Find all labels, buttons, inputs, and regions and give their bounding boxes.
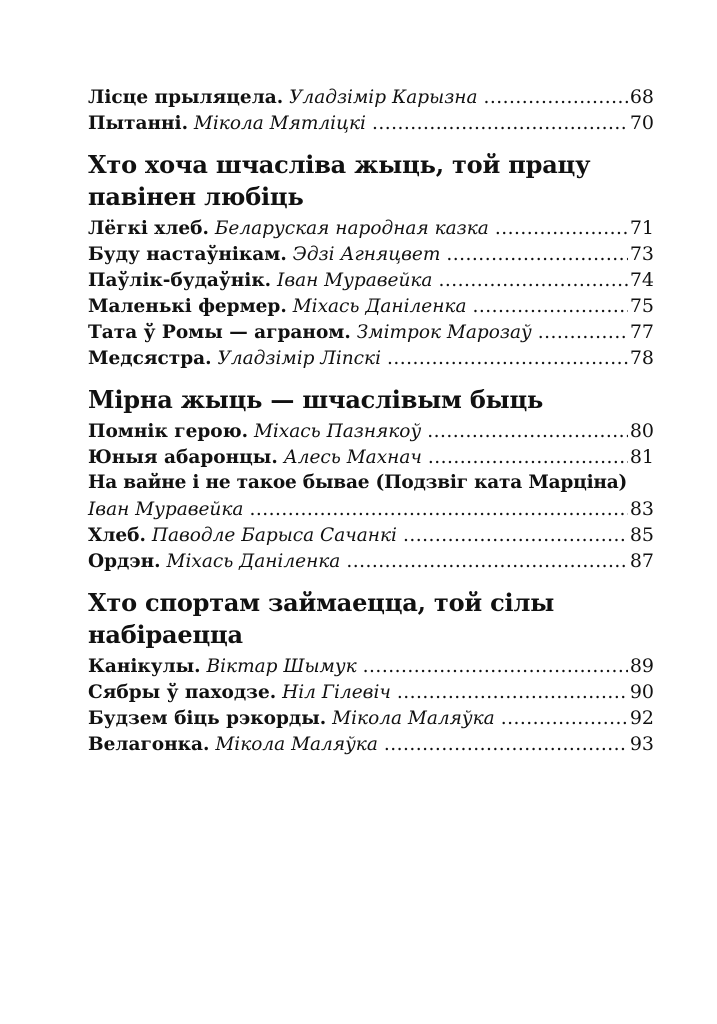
entry-author: Віктар Шымук	[206, 656, 357, 677]
entry-page-number: 83	[629, 498, 654, 520]
leader-dots	[428, 445, 628, 471]
toc-entry[interactable]	[88, 731, 654, 757]
entry-title: Медсястра.	[88, 348, 212, 369]
entry-title: Сябры ў паходзе.	[88, 682, 277, 703]
table-of-contents	[88, 84, 654, 757]
entry-title: На вайне і не такое бывае (Подзвіг ката Марціна)	[88, 472, 628, 493]
entry-title: Канікулы.	[88, 656, 201, 677]
leader-dots	[397, 680, 628, 706]
entry-author: Змітрок Марозаў	[356, 322, 532, 343]
entry-page-number: 89	[629, 655, 654, 677]
entry-author: Міхась Даніленка	[292, 296, 467, 317]
entry-title: Лёгкі хлеб.	[88, 218, 209, 239]
toc-entry-author-line[interactable]	[88, 496, 654, 522]
entry-page-number: 81	[629, 446, 654, 468]
entry-title: Велагонка.	[88, 734, 210, 755]
entry-page-number: 90	[629, 681, 654, 703]
entry-title: Маленькі фермер.	[88, 296, 287, 317]
leader-dots	[538, 320, 628, 346]
entry-author: Мікола Маляўка	[332, 708, 495, 729]
section-heading-line: Мірна жыць — шчаслівым быць	[88, 385, 544, 414]
entry-page-number: 93	[629, 733, 654, 755]
entry-author: Паводле Барыса Сачанкі	[151, 525, 397, 546]
toc-entry[interactable]	[88, 653, 654, 679]
leader-dots	[384, 732, 628, 758]
entry-author: Мікола Маляўка	[215, 734, 378, 755]
section-heading-line: набіраецца	[88, 620, 243, 649]
leader-dots	[495, 216, 628, 242]
leader-dots	[427, 419, 628, 445]
toc-entry[interactable]	[88, 293, 654, 319]
entry-author: Міхась Даніленка	[166, 551, 341, 572]
leader-dots	[446, 242, 627, 268]
section-heading-line: павінен любіць	[88, 182, 304, 211]
entry-title: Хлеб.	[88, 525, 146, 546]
leader-dots	[501, 706, 628, 732]
toc-entry[interactable]	[88, 241, 654, 267]
entry-title: Паўлік-будаўнік.	[88, 270, 272, 291]
toc-entry[interactable]	[88, 84, 654, 110]
entry-page-number: 71	[629, 217, 654, 239]
entry-title: Будзем біць рэкорды.	[88, 708, 327, 729]
toc-entry[interactable]	[88, 705, 654, 731]
entry-author: Беларуская народная казка	[214, 218, 489, 239]
entry-page-number: 92	[629, 707, 654, 729]
entry-page-number: 78	[629, 347, 654, 369]
entry-title: Ордэн.	[88, 551, 161, 572]
entry-author: Уладзімір Ліпскі	[217, 348, 381, 369]
toc-entry[interactable]	[88, 679, 654, 705]
entry-page-number: 85	[629, 524, 654, 546]
entry-page-number: 74	[629, 269, 654, 291]
leader-dots	[372, 111, 628, 137]
leader-dots	[403, 523, 628, 549]
toc-entry[interactable]	[88, 215, 654, 241]
entry-page-number: 73	[629, 243, 654, 265]
entry-author: Ніл Гілевіч	[282, 682, 391, 703]
entry-title: Тата ў Ромы — аграном.	[88, 322, 351, 343]
leader-dots	[249, 497, 627, 523]
entry-title: Юныя абаронцы.	[88, 447, 278, 468]
entry-title: Лісце прыляцела.	[88, 87, 284, 108]
entry-author: Міхась Пазнякоў	[253, 421, 422, 442]
section-heading	[88, 587, 654, 651]
section-heading	[88, 149, 654, 213]
entry-author: Іван Муравейка	[88, 499, 244, 520]
entry-page-number: 80	[629, 420, 654, 442]
leader-dots	[438, 268, 627, 294]
leader-dots	[387, 346, 628, 372]
entry-page-number: 77	[629, 321, 654, 343]
entry-author: Уладзімір Карызна	[289, 87, 478, 108]
entry-author: Іван Муравейка	[277, 270, 433, 291]
entry-author: Алесь Махнач	[283, 447, 422, 468]
leader-dots	[346, 549, 627, 575]
toc-entry[interactable]	[88, 345, 654, 371]
entry-author: Мікола Мятліцкі	[193, 113, 366, 134]
entry-title: Пытанні.	[88, 113, 189, 134]
section-heading-line: Хто хоча шчасліва жыць, той працу	[88, 150, 591, 179]
entry-page-number: 87	[629, 550, 654, 572]
section-heading	[88, 384, 654, 416]
toc-entry[interactable]	[88, 548, 654, 574]
leader-dots	[473, 294, 628, 320]
entry-page-number: 68	[629, 86, 654, 108]
entry-title: Помнік герою.	[88, 421, 249, 442]
leader-dots	[363, 654, 628, 680]
entry-page-number: 70	[629, 112, 654, 134]
toc-entry[interactable]	[88, 267, 654, 293]
entry-title: Буду настаўнікам.	[88, 244, 287, 265]
toc-entry-title-line[interactable]	[88, 470, 654, 496]
toc-entry[interactable]	[88, 444, 654, 470]
toc-entry[interactable]	[88, 522, 654, 548]
entry-author: Эдзі Агняцвет	[292, 244, 441, 265]
entry-page-number: 75	[629, 295, 654, 317]
leader-dots	[484, 85, 628, 111]
toc-entry[interactable]	[88, 418, 654, 444]
toc-entry[interactable]	[88, 319, 654, 345]
toc-entry[interactable]	[88, 110, 654, 136]
section-heading-line: Хто спортам займаецца, той сілы	[88, 588, 555, 617]
